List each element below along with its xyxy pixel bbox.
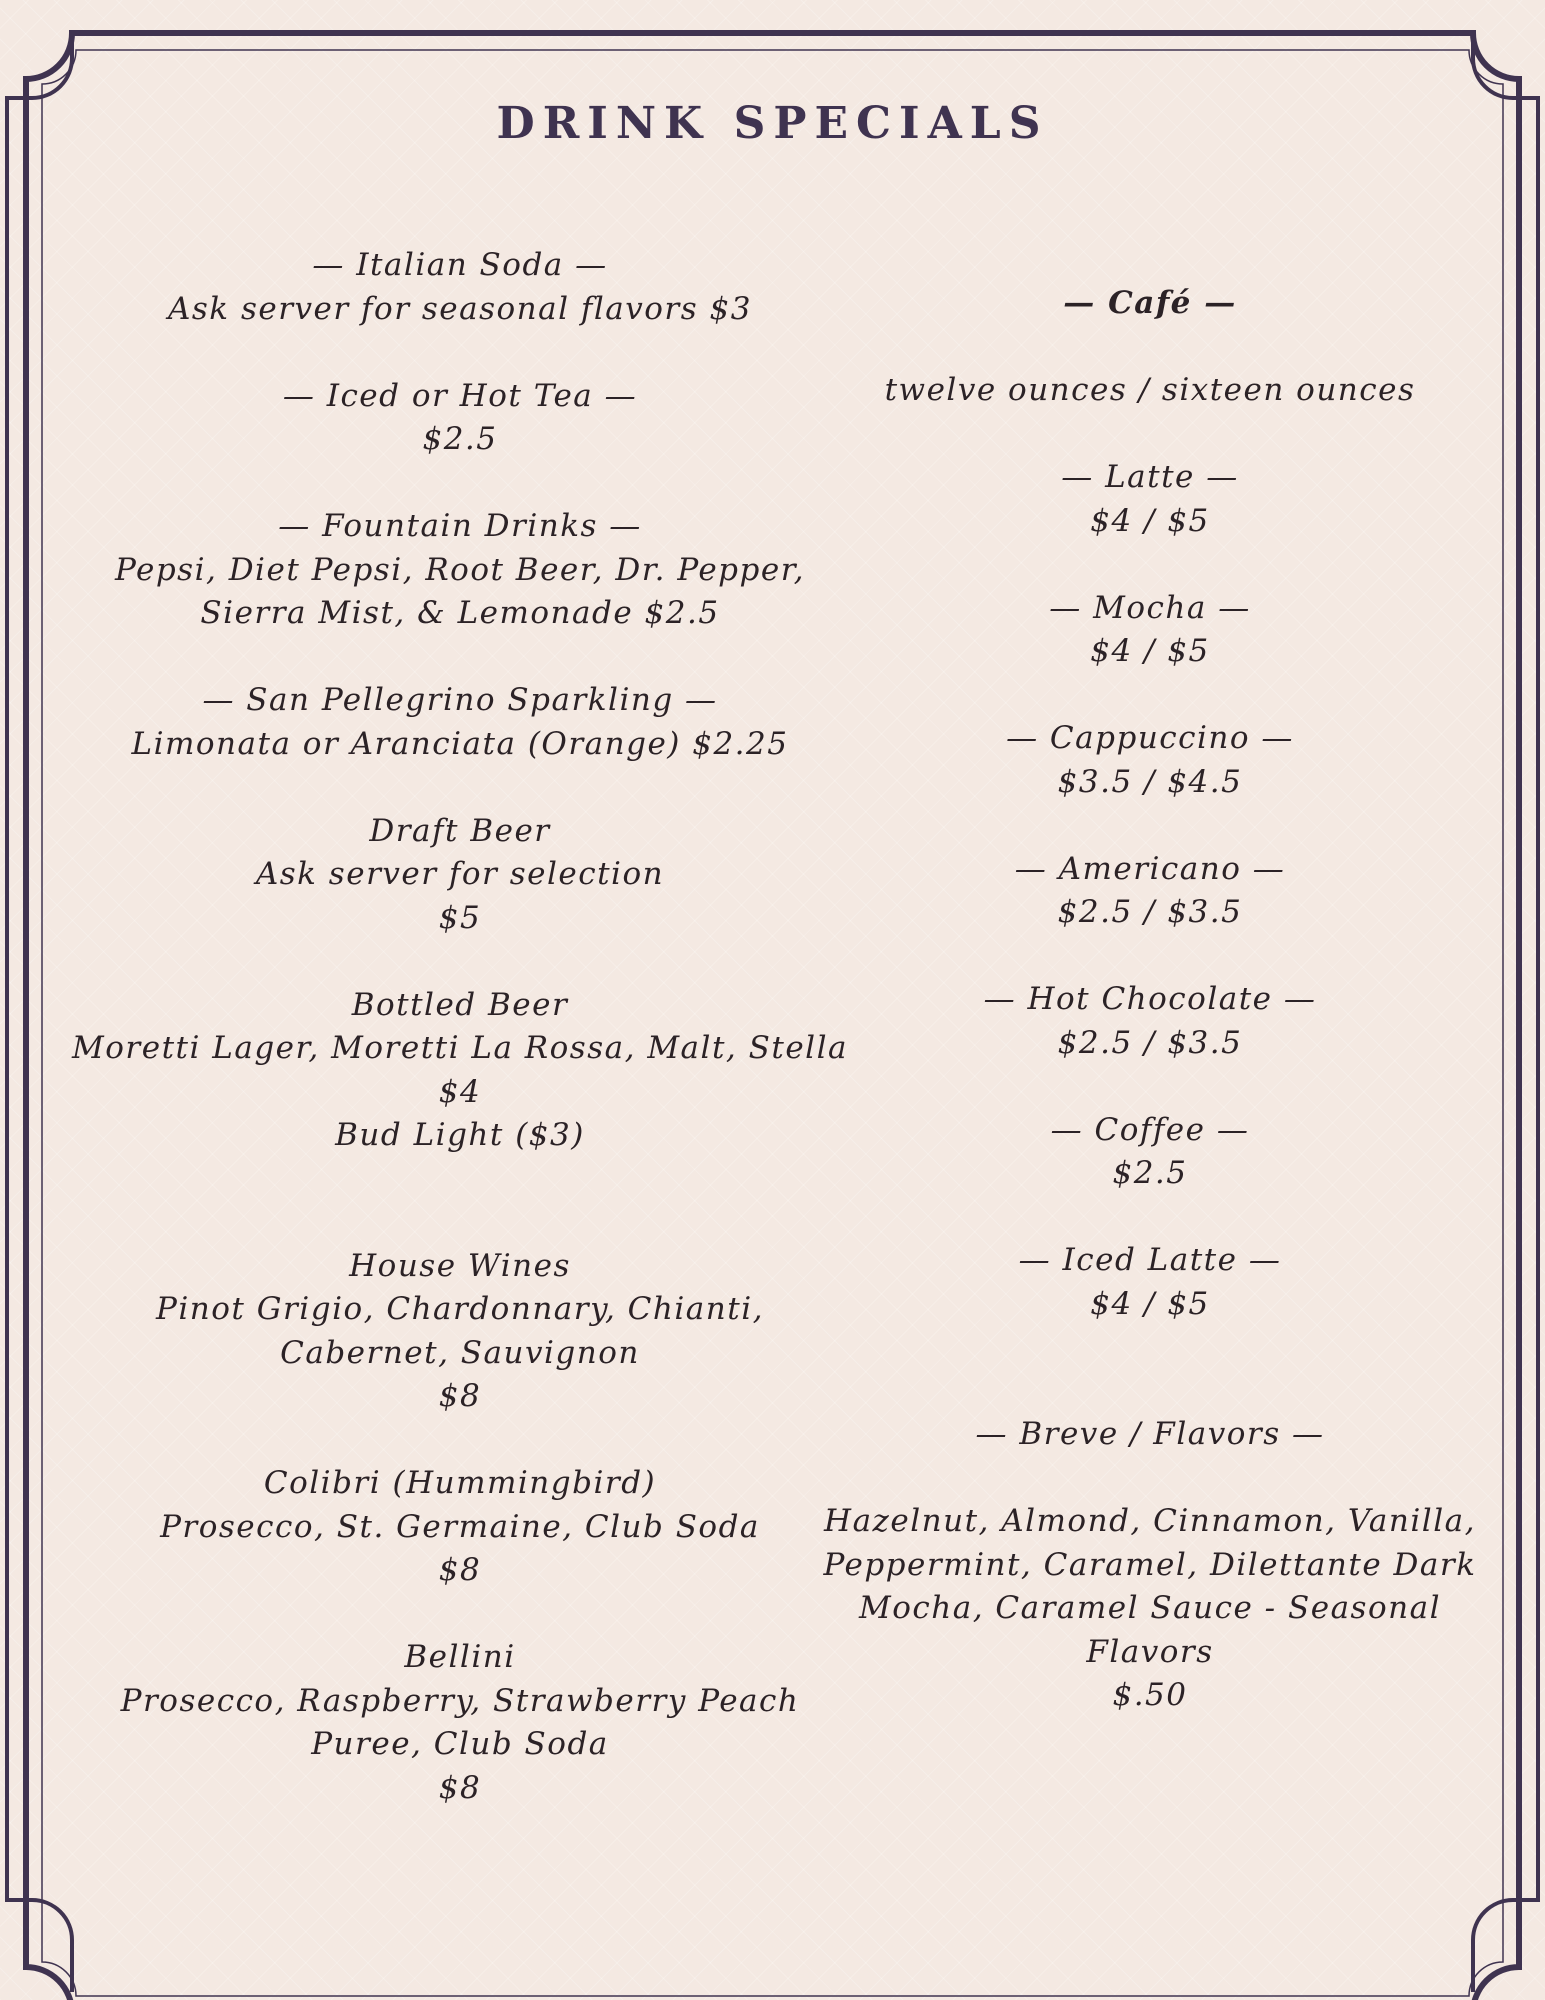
item-price: $2.5 / $3.5 bbox=[1057, 894, 1243, 930]
menu-item-italian-soda bbox=[60, 244, 860, 331]
item-name: — Iced Latte — bbox=[1018, 1242, 1282, 1278]
item-price: $.50 bbox=[1112, 1677, 1188, 1713]
menu-item-cappuccino bbox=[800, 717, 1500, 804]
item-price: $8 bbox=[438, 1378, 482, 1414]
item-description: Hazelnut, Almond, Cinnamon, Vanilla, bbox=[824, 1503, 1476, 1539]
item-description: Flavors bbox=[1086, 1633, 1214, 1670]
menu-item-hot-chocolate bbox=[800, 978, 1500, 1065]
item-price: $2.5 bbox=[422, 421, 498, 457]
item-price: $4 / $5 bbox=[1090, 502, 1210, 539]
item-name: — Mocha — bbox=[1049, 589, 1251, 626]
item-name: — Italian Soda — bbox=[312, 247, 608, 283]
item-name: — Americano — bbox=[1014, 850, 1286, 887]
menu-item-coffee bbox=[800, 1109, 1500, 1196]
item-price: $4 / $5 bbox=[1090, 1285, 1210, 1322]
menu-item-colibri bbox=[60, 1462, 860, 1593]
menu-item-mocha bbox=[800, 587, 1500, 674]
item-name: — Latte — bbox=[1061, 459, 1239, 495]
item-description: Limonata or Aranciata (Orange) $2.25 bbox=[131, 725, 789, 762]
item-description: Ask server for selection bbox=[255, 856, 665, 892]
item-price: $4 bbox=[438, 1073, 482, 1110]
cafe-section-header bbox=[800, 282, 1500, 326]
menu-item-draft-beer bbox=[60, 810, 860, 941]
item-price: $5 bbox=[438, 899, 482, 936]
menu-item-house-wines bbox=[60, 1245, 860, 1419]
item-name: Bottled Beer bbox=[351, 986, 569, 1023]
item-name: House Wines bbox=[349, 1247, 571, 1284]
item-description: Mocha, Caramel Sauce - Seasonal bbox=[858, 1590, 1441, 1626]
menu-item-americano bbox=[800, 848, 1500, 935]
menu-item-san-pellegrino bbox=[60, 679, 860, 766]
item-description: Pinot Grigio, Chardonnary, Chianti, bbox=[156, 1291, 764, 1327]
item-description: Sierra Mist, & Lemonade $2.5 bbox=[200, 595, 720, 631]
item-description: Ask server for seasonal flavors $3 bbox=[168, 290, 752, 327]
item-description: Bud Light ($3) bbox=[335, 1117, 585, 1153]
item-name: Colibri (Hummingbird) bbox=[263, 1465, 657, 1501]
item-name: — Coffee — bbox=[1050, 1111, 1250, 1148]
item-description: Peppermint, Caramel, Dilettante Dark bbox=[823, 1546, 1477, 1583]
cafe-column bbox=[800, 282, 1500, 1761]
item-price: $8 bbox=[438, 1769, 482, 1806]
breve-flavors-header bbox=[800, 1413, 1500, 1457]
cafe-heading: — Café — bbox=[1063, 285, 1237, 321]
spacer bbox=[60, 1201, 860, 1245]
breve-flavors-list bbox=[800, 1500, 1500, 1718]
item-name: Draft Beer bbox=[369, 812, 551, 849]
item-price: $2.5 / $3.5 bbox=[1057, 1024, 1243, 1061]
item-name: Bellini bbox=[404, 1639, 516, 1675]
menu-item-fountain-drinks bbox=[60, 505, 860, 636]
cafe-sizes bbox=[800, 369, 1500, 413]
item-description: Prosecco, Raspberry, Strawberry Peach bbox=[120, 1682, 800, 1719]
item-description: Puree, Club Soda bbox=[311, 1726, 609, 1762]
page-title: DRINK SPECIALS bbox=[496, 98, 1049, 149]
item-name: — San Pellegrino Sparkling — bbox=[202, 682, 718, 718]
item-price: $3.5 / $4.5 bbox=[1057, 763, 1243, 800]
item-name: — Breve / Flavors — bbox=[975, 1416, 1325, 1452]
item-name: — Fountain Drinks — bbox=[278, 508, 642, 544]
menu-item-bottled-beer bbox=[60, 984, 860, 1158]
item-name: — Iced or Hot Tea — bbox=[282, 377, 638, 414]
menu-item-tea bbox=[60, 375, 860, 462]
menu-item-bellini bbox=[60, 1636, 860, 1810]
item-description: Pepsi, Diet Pepsi, Root Beer, Dr. Pepper, bbox=[115, 551, 805, 588]
item-name: — Cappuccino — bbox=[1006, 720, 1294, 756]
drinks-column bbox=[60, 244, 860, 1854]
menu-item-latte bbox=[800, 456, 1500, 543]
item-description: Cabernet, Sauvignon bbox=[280, 1334, 640, 1371]
item-name: — Hot Chocolate — bbox=[983, 981, 1317, 1017]
item-description: Prosecco, St. Germaine, Club Soda bbox=[160, 1508, 760, 1545]
menu-item-iced-latte bbox=[800, 1239, 1500, 1326]
item-price: $4 / $5 bbox=[1090, 633, 1210, 669]
item-description: Moretti Lager, Moretti La Rossa, Malt, Stella bbox=[72, 1030, 848, 1066]
item-price: $2.5 bbox=[1112, 1155, 1188, 1191]
size-note: twelve ounces / sixteen ounces bbox=[884, 372, 1416, 408]
item-price: $8 bbox=[438, 1552, 482, 1588]
spacer bbox=[800, 1370, 1500, 1414]
